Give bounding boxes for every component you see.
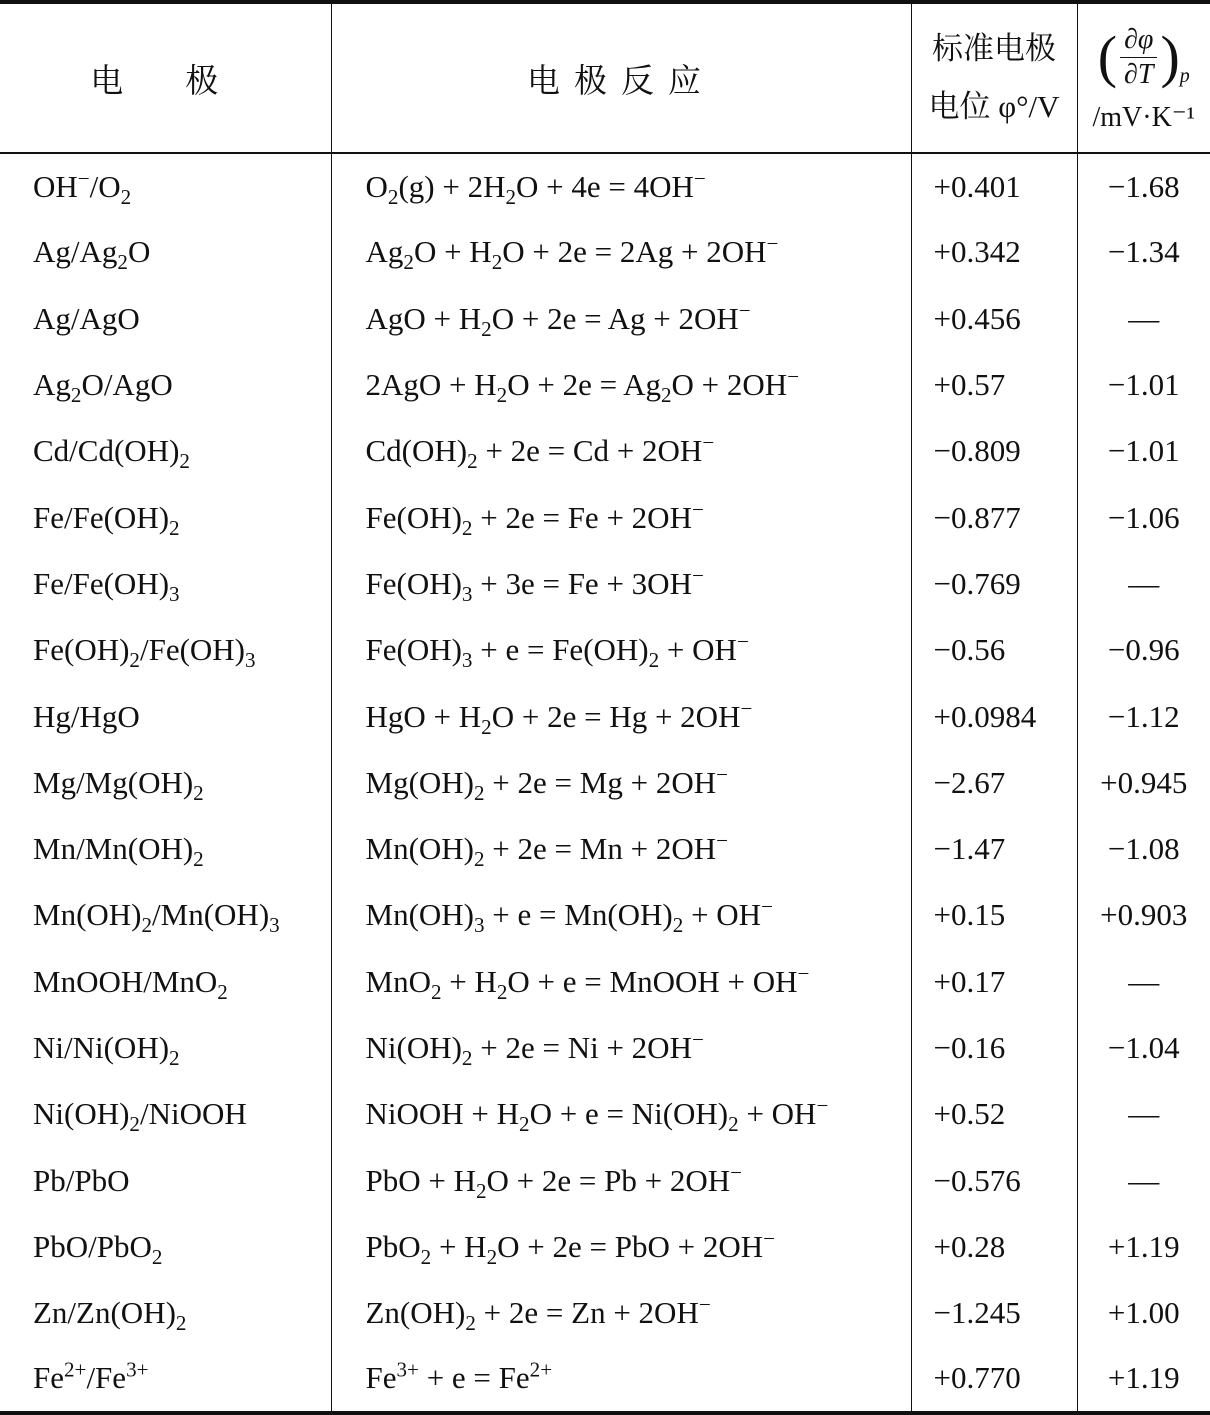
- potential-cell: +0.57: [911, 352, 1077, 418]
- table-row: [0, 750, 1210, 816]
- table-row: [0, 617, 1210, 683]
- temperature-coefficient-cell: +0.903: [1077, 882, 1210, 948]
- temperature-coefficient-cell: +0.945: [1077, 750, 1210, 816]
- partial-derivative: [1098, 23, 1190, 92]
- temperature-coefficient-cell: −1.06: [1077, 484, 1210, 550]
- table-row: [0, 219, 1210, 285]
- reaction-cell: $PbO_2 + H_2O + 2e$ = PbO + 2OH−: [331, 1214, 911, 1280]
- table-row: [0, 1214, 1210, 1280]
- reaction-cell: $Fe(OH)_3 + e = Fe(OH)_2 + OH^-$: [331, 617, 911, 683]
- potential-cell: −0.877: [911, 484, 1077, 550]
- header-row: [0, 2, 1210, 153]
- potential-cell: +0.770: [911, 1346, 1077, 1412]
- reaction-cell: AgO + $H_2O + 2e = Ag + 2OH^-$: [331, 286, 911, 352]
- potential-cell: −0.56: [911, 617, 1077, 683]
- temperature-coefficient-cell: +1.19: [1077, 1346, 1210, 1412]
- table-body: [0, 153, 1210, 1413]
- potential-cell: −2.67: [911, 750, 1077, 816]
- reaction-cell: $Mg(OH)_2 + 2e = Mg + 2OH^-$: [331, 750, 911, 816]
- temperature-coefficient-cell: −1.01: [1077, 418, 1210, 484]
- reaction-cell: $Mn(OH)_3 + e = Mn(OH)_2 + OH^-$: [331, 882, 911, 948]
- header-electrode: 电极: [0, 2, 331, 153]
- electrode-cell: PbO/PbO$_2$: [0, 1214, 331, 1280]
- header-potential-line1: 标准电极: [912, 20, 1077, 78]
- table-row: [0, 286, 1210, 352]
- potential-cell: +0.15: [911, 882, 1077, 948]
- table-row: [0, 1015, 1210, 1081]
- fraction: [1120, 23, 1157, 92]
- potential-cell: +0.401: [911, 153, 1077, 219]
- reaction-cell: $Fe^{3+} + e = Fe^{2+}$: [331, 1346, 911, 1412]
- temperature-coefficient-cell: −1.34: [1077, 219, 1210, 285]
- electrode-cell: $Ag/Ag_2O$: [0, 219, 331, 285]
- temperature-coefficient-cell: −1.08: [1077, 816, 1210, 882]
- electrode-cell: $Ag_2O$/AgO: [0, 352, 331, 418]
- potential-cell: +0.456: [911, 286, 1077, 352]
- electrode-cell: $Cd/Cd(OH)_2$: [0, 418, 331, 484]
- electrode-cell: $Fe(OH)_2/Fe(OH)_3$: [0, 617, 331, 683]
- coef-unit: /mV·K⁻¹: [1078, 100, 1210, 134]
- table-row: [0, 1147, 1210, 1213]
- table-row: [0, 949, 1210, 1015]
- left-paren: (: [1098, 28, 1117, 86]
- reaction-cell: $O_2(g) + 2H_2O + 4e = 4OH^-$: [331, 153, 911, 219]
- fraction-numerator: ∂φ: [1120, 23, 1157, 58]
- temperature-coefficient-cell: —: [1077, 1081, 1210, 1147]
- potential-cell: −0.809: [911, 418, 1077, 484]
- potential-cell: +0.0984: [911, 683, 1077, 749]
- reaction-cell: $MnO_2 + H_2O + e$ = MnOOH + OH−: [331, 949, 911, 1015]
- reaction-cell: $Ag_2O + H_2O + 2e = 2Ag + 2OH^-$: [331, 219, 911, 285]
- electrode-cell: $Ni(OH)_2$/NiOOH: [0, 1081, 331, 1147]
- reaction-cell: HgO + $H_2O + 2e = Hg + 2OH^-$: [331, 683, 911, 749]
- electrode-cell: $Fe^{2+}/Fe^{3+}$: [0, 1346, 331, 1412]
- potential-cell: +0.52: [911, 1081, 1077, 1147]
- electrode-cell: $Mn(OH)_2/Mn(OH)_3$: [0, 882, 331, 948]
- reaction-cell: NiOOH + $H_2O + e = Ni(OH)_2 + OH^-$: [331, 1081, 911, 1147]
- potential-cell: −0.16: [911, 1015, 1077, 1081]
- reaction-cell: PbO + $H_2O + 2e = Pb + 2OH^-$: [331, 1147, 911, 1213]
- potential-cell: −1.245: [911, 1280, 1077, 1346]
- electrode-cell: $Zn/Zn(OH)_2$: [0, 1280, 331, 1346]
- temperature-coefficient-cell: —: [1077, 949, 1210, 1015]
- temperature-coefficient-cell: —: [1077, 1147, 1210, 1213]
- electrode-cell: $Fe/Fe(OH)_2$: [0, 484, 331, 550]
- right-paren: ): [1160, 28, 1179, 86]
- temperature-coefficient-cell: +1.00: [1077, 1280, 1210, 1346]
- electrode-cell: MnOOH/MnO$_2$: [0, 949, 331, 1015]
- potential-cell: −0.769: [911, 551, 1077, 617]
- table-row: [0, 153, 1210, 219]
- temperature-coefficient-cell: +1.19: [1077, 1214, 1210, 1280]
- temperature-coefficient-cell: −1.68: [1077, 153, 1210, 219]
- reaction-cell: $Fe(OH)_3 + 3e = Fe + 3OH^-$: [331, 551, 911, 617]
- potential-cell: −1.47: [911, 816, 1077, 882]
- electrode-cell: $Mn/Mn(OH)_2$: [0, 816, 331, 882]
- header-potential-line2: 电位 φ°/V: [912, 78, 1077, 136]
- potential-cell: +0.342: [911, 219, 1077, 285]
- table-row: [0, 418, 1210, 484]
- potential-cell: +0.28: [911, 1214, 1077, 1280]
- temperature-coefficient-cell: −0.96: [1077, 617, 1210, 683]
- potential-cell: +0.17: [911, 949, 1077, 1015]
- electrode-cell: $Ni/Ni(OH)_2$: [0, 1015, 331, 1081]
- header-reaction: 电极反应: [331, 2, 911, 153]
- header-temperature-coefficient: [1077, 2, 1210, 153]
- table-row: [0, 882, 1210, 948]
- reaction-cell: $Zn(OH)_2 + 2e = Zn + 2OH^-$: [331, 1280, 911, 1346]
- temperature-coefficient-cell: —: [1077, 551, 1210, 617]
- table-row: [0, 1081, 1210, 1147]
- temperature-coefficient-cell: −1.01: [1077, 352, 1210, 418]
- electrode-cell: Ag/AgO: [0, 286, 331, 352]
- electrode-cell: Pb/PbO: [0, 1147, 331, 1213]
- electrode-cell: $Fe/Fe(OH)_3$: [0, 551, 331, 617]
- reaction-cell: $Cd(OH)_2 + 2e = Cd + 2OH^-$: [331, 418, 911, 484]
- fraction-denominator: ∂T: [1120, 58, 1157, 92]
- electrode-cell: Hg/HgO: [0, 683, 331, 749]
- reaction-cell: $Mn(OH)_2 + 2e = Mn + 2OH^-$: [331, 816, 911, 882]
- reaction-cell: $Ni(OH)_2 + 2e = Ni + 2OH^-$: [331, 1015, 911, 1081]
- temperature-coefficient-cell: −1.12: [1077, 683, 1210, 749]
- table-row: [0, 1280, 1210, 1346]
- table-row: [0, 352, 1210, 418]
- table-row: [0, 816, 1210, 882]
- table-row: [0, 551, 1210, 617]
- temperature-coefficient-cell: —: [1077, 286, 1210, 352]
- electrode-cell: $OH^-/O_2$: [0, 153, 331, 219]
- table-row: [0, 484, 1210, 550]
- temperature-coefficient-cell: −1.04: [1077, 1015, 1210, 1081]
- header-potential: [911, 2, 1077, 153]
- reaction-cell: $2AgO + H_2O + 2e = Ag_2O + 2OH^-$: [331, 352, 911, 418]
- table-row: [0, 683, 1210, 749]
- reaction-cell: $Fe(OH)_2 + 2e = Fe + 2OH^-$: [331, 484, 911, 550]
- electrode-cell: $Mg/Mg(OH)_2$: [0, 750, 331, 816]
- potential-cell: −0.576: [911, 1147, 1077, 1213]
- constant-pressure-subscript: p: [1180, 65, 1190, 88]
- table-row: [0, 1346, 1210, 1412]
